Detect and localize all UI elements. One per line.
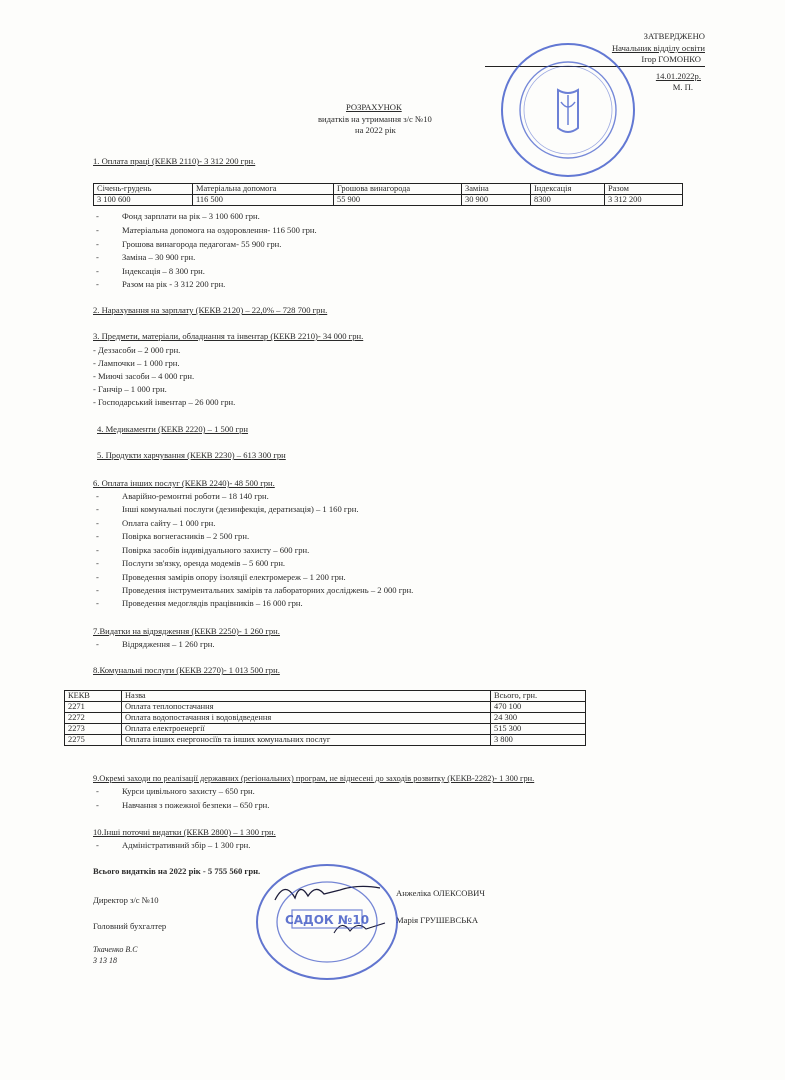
salary-table [93, 183, 683, 206]
table-header-cell: Заміна [462, 184, 531, 195]
table-header-cell: Індексація [531, 184, 605, 195]
table-cell: 24 300 [491, 713, 586, 724]
bottom-stamp [252, 862, 402, 982]
list-item: - Заміна – 30 900 грн. [96, 252, 196, 262]
list-item: - Проведення замірів опору ізоляції електромереж – 1 200 грн. [96, 572, 346, 582]
table-cell: 2275 [65, 735, 122, 746]
executor-phone: 3 13 18 [93, 956, 117, 965]
section-6-heading: 6. Оплата інших послуг (КЕКВ 2240)- 48 500 грн. [93, 478, 275, 488]
table-cell: Оплата інших енергоносіїв та інших комунальних послуг [122, 735, 491, 746]
list-item: - Адміністративний збір – 1 300 грн. [96, 840, 251, 850]
list-item: - Проведення інструментальних замірів та лабораторних досліджень – 2 000 грн. [96, 585, 414, 595]
list-item: - Інші комунальні послуги (дезинфекція, дератизація) – 1 160 грн. [96, 504, 359, 514]
table-header-cell: Разом [605, 184, 683, 195]
list-item: - Навчання з пожежної безпеки – 650 грн. [96, 800, 270, 810]
list-item: - Ганчір – 1 000 грн. [93, 384, 167, 394]
section-9-heading: 9.Окремі заходи по реалізації державних (регіональних) програм, не віднесені до заходів розвитку (КЕКВ-2282)- 1 300 грн. [93, 774, 535, 783]
section-1-heading: 1. Оплата праці (КЕКВ 2110)- 3 312 200 грн. [93, 156, 256, 166]
list-item: - Проведення медоглядів працівників – 16 000 грн. [96, 598, 303, 608]
table-cell: 2271 [65, 702, 122, 713]
executor-name: Ткаченко В.С [93, 945, 138, 954]
accountant-name: Марія ГРУШЕВСЬКА [396, 915, 479, 925]
table-header-row [65, 691, 586, 702]
section-8-heading: 8.Комунальні послуги (КЕКВ 2270)- 1 013 500 грн. [93, 665, 280, 675]
document-year: на 2022 рік [355, 125, 396, 135]
list-item: - Оплата сайту – 1 000 грн. [96, 518, 216, 528]
table-header-cell: Січень-грудень [94, 184, 193, 195]
list-item: - Фонд зарплати на рік – 3 100 600 грн. [96, 211, 260, 221]
table-cell: 55 900 [334, 195, 462, 206]
section-2-heading: 2. Нарахування на зарплату (КЕКВ 2120) – 22,0% – 728 700 грн. [93, 305, 328, 315]
bottom-stamp-text: САДОК №10 [284, 913, 370, 927]
table-cell: 3 312 200 [605, 195, 683, 206]
section-10-heading: 10.Інші поточні видатки (КЕКВ 2800) – 1 300 грн. [93, 827, 276, 837]
accountant-signature [330, 915, 390, 940]
table-header-cell: Матеріальна допомога [193, 184, 334, 195]
table-cell: 30 900 [462, 195, 531, 206]
table-header-cell: Всього, грн. [491, 691, 586, 702]
list-item: - Грошова винагорода педагогам- 55 900 грн. [96, 239, 282, 249]
table-cell: 3 800 [491, 735, 586, 746]
document-subtitle: видатків на утримання з/с №10 [318, 114, 432, 124]
utilities-table [64, 690, 586, 746]
approval-signature-line [485, 66, 705, 67]
table-cell: 470 100 [491, 702, 586, 713]
table-cell: 2273 [65, 724, 122, 735]
table-cell: 8300 [531, 195, 605, 206]
section-5-heading: 5. Продукти харчування (КЕКВ 2230) – 613 300 грн [97, 450, 286, 460]
table-header-cell: Грошова винагорода [334, 184, 462, 195]
table-row [65, 724, 586, 735]
table-row [65, 702, 586, 713]
list-item: - Відрядження – 1 260 грн. [96, 639, 215, 649]
document-title: РОЗРАХУНОК [346, 102, 402, 112]
list-item: - Послуги зв'язку, оренда модемів – 5 600 грн. [96, 558, 286, 568]
approval-signer: Ігор ГОМОНКО [641, 54, 701, 64]
list-item: - Деззасоби – 2 000 грн. [93, 345, 181, 355]
director-name: Анжеліка ОЛЕКСОВИЧ [396, 888, 485, 898]
list-item: - Разом на рік - 3 312 200 грн. [96, 279, 226, 289]
approval-position: Начальник відділу освіти [611, 43, 705, 53]
table-row [65, 735, 586, 746]
section-7-heading: 7.Видатки на відрядження (КЕКВ 2250)- 1 260 грн. [93, 626, 280, 636]
total-expenses: Всього видатків на 2022 рік - 5 755 560 грн. [93, 866, 261, 876]
table-cell: Оплата теплопостачання [122, 702, 491, 713]
director-signature [270, 878, 390, 908]
approval-seal-mark: М. П. [672, 82, 693, 92]
list-item: - Миючі засоби – 4 000 грн. [93, 371, 195, 381]
list-item: - Лампочки – 1 000 грн. [93, 358, 180, 368]
table-row [94, 195, 683, 206]
table-header-row [94, 184, 683, 195]
table-header-cell: КЕКВ [65, 691, 122, 702]
list-item: - Індексація – 8 300 грн. [96, 266, 205, 276]
accountant-role: Головний бухгалтер [93, 921, 167, 931]
table-cell: 515 300 [491, 724, 586, 735]
table-cell: Оплата електроенергії [122, 724, 491, 735]
director-role: Директор з/с №10 [93, 895, 159, 905]
list-item: - Повірка вогнегасників – 2 500 грн. [96, 531, 250, 541]
list-item: - Курси цивільного захисту – 650 грн. [96, 786, 255, 796]
approval-title: ЗАТВЕРДЖЕНО [643, 31, 705, 41]
table-row [65, 713, 586, 724]
list-item: - Повірка засобів індивідуального захисту – 600 грн. [96, 545, 310, 555]
table-cell: 116 500 [193, 195, 334, 206]
approval-block [485, 32, 705, 102]
table-cell: 3 100 600 [94, 195, 193, 206]
section-3-heading: 3. Предмети, матеріали, обладнання та інвентар (КЕКВ 2210)- 34 000 грн. [93, 331, 364, 341]
list-item: - Господарський інвентар – 26 000 грн. [93, 397, 236, 407]
table-cell: Оплата водопостачання і водовідведення [122, 713, 491, 724]
section-4-heading: 4. Медикаменти (КЕКВ 2220) – 1 500 грн [97, 424, 249, 434]
approval-date: 14.01.2022р. [655, 71, 701, 81]
list-item: - Аварійно-ремонтні роботи – 18 140 грн. [96, 491, 269, 501]
table-cell: 2272 [65, 713, 122, 724]
list-item: - Матеріальна допомога на оздоровлення- 116 500 грн. [96, 225, 317, 235]
table-header-cell: Назва [122, 691, 491, 702]
